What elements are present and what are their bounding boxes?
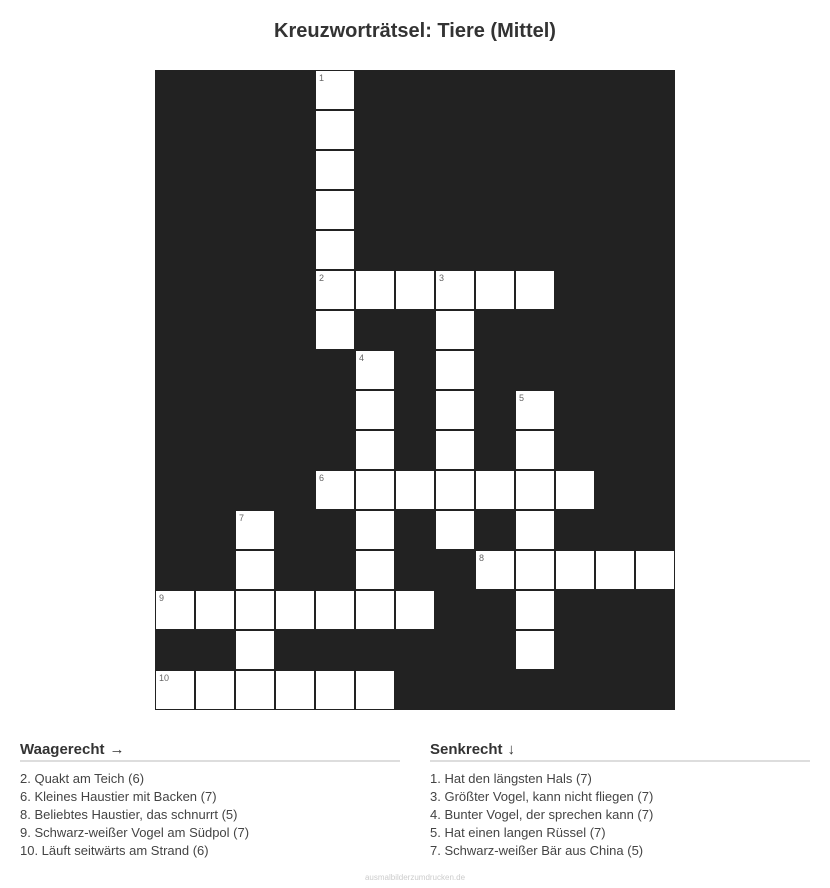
grid-cell[interactable] [195,670,235,710]
clue-item: 10. Läuft seitwärts am Strand (6) [20,843,209,858]
grid-cell[interactable] [315,190,355,230]
clue-item: 7. Schwarz-weißer Bär aus China (5) [430,843,644,858]
cell-number: 5 [519,393,525,403]
across-heading-label: Waagerecht [20,741,105,758]
down-heading-label: Senkrecht [430,741,503,758]
grid-cell[interactable] [315,110,355,150]
clue-item: 6. Kleines Haustier mit Backen (7) [20,789,217,804]
grid-cell[interactable] [515,550,555,590]
across-heading [20,741,400,762]
grid-cell[interactable] [475,550,515,590]
grid-cell[interactable] [235,510,275,550]
grid-cell[interactable] [515,470,555,510]
down-heading [430,741,810,762]
grid-cell[interactable] [355,270,395,310]
clue-item: 3. Größter Vogel, kann nicht fliegen (7) [430,789,654,804]
grid-cell[interactable] [355,510,395,550]
grid-cell[interactable] [315,590,355,630]
grid-cell[interactable] [635,550,675,590]
grid-cell[interactable] [355,670,395,710]
grid-cell[interactable] [315,70,355,110]
grid-cell[interactable] [435,470,475,510]
cell-number: 1 [319,73,325,83]
grid-cell[interactable] [515,590,555,630]
cell-number: 6 [319,473,325,483]
grid-cell[interactable] [555,550,595,590]
grid-cell[interactable] [435,390,475,430]
grid-cell[interactable] [315,310,355,350]
grid-cell[interactable] [395,270,435,310]
grid-cell[interactable] [315,150,355,190]
clue-item: 1. Hat den längsten Hals (7) [430,771,592,786]
clue-item: 5. Hat einen langen Rüssel (7) [430,825,606,840]
grid-cell[interactable] [595,550,635,590]
grid-cell[interactable] [235,670,275,710]
grid-cell[interactable] [235,630,275,670]
grid-cell[interactable] [155,590,195,630]
arrow-right-icon: → [109,741,125,758]
cell-number: 9 [159,593,165,603]
grid-cell[interactable] [235,590,275,630]
down-clue-list [430,770,810,860]
grid-cell[interactable] [315,270,355,310]
grid-cell[interactable] [355,430,395,470]
grid-cell[interactable] [355,350,395,390]
grid-cell[interactable] [315,470,355,510]
cell-number: 10 [159,673,170,683]
grid-cell[interactable] [435,270,475,310]
cell-number: 8 [479,553,485,563]
cell-number: 3 [439,273,445,283]
puzzle-title: Kreuzworträtsel: Tiere (Mittel) [274,20,556,42]
grid-cell[interactable] [555,470,595,510]
across-clue-list [20,770,400,860]
grid-cell[interactable] [515,510,555,550]
grid-cell[interactable] [355,590,395,630]
crossword-grid [155,70,675,710]
grid-cell[interactable] [515,270,555,310]
down-clues-section [430,741,810,860]
footer-credit: ausmalbilderzumdrucken.de [364,873,466,882]
across-clues-section [20,741,400,860]
arrow-down-icon: ↓ [507,741,516,758]
grid-cell[interactable] [475,470,515,510]
cell-number: 7 [239,513,245,523]
grid-cell[interactable] [435,350,475,390]
grid-cell[interactable] [195,590,235,630]
grid-cell[interactable] [395,590,435,630]
grid-cell[interactable] [435,430,475,470]
grid-cell[interactable] [315,670,355,710]
grid-cell[interactable] [355,470,395,510]
cell-number: 4 [359,353,365,363]
grid-cell[interactable] [235,550,275,590]
grid-cell[interactable] [515,630,555,670]
grid-cell[interactable] [475,270,515,310]
grid-cell[interactable] [435,310,475,350]
grid-cell[interactable] [355,390,395,430]
grid-cell[interactable] [515,430,555,470]
grid-cell[interactable] [515,390,555,430]
clue-item: 9. Schwarz-weißer Vogel am Südpol (7) [20,825,250,840]
grid-cell[interactable] [315,230,355,270]
cell-number: 2 [319,273,325,283]
grid-cell[interactable] [435,510,475,550]
grid-cell[interactable] [155,670,195,710]
clue-item: 4. Bunter Vogel, der sprechen kann (7) [430,807,654,822]
clue-item: 2. Quakt am Teich (6) [20,771,145,786]
grid-cell[interactable] [275,670,315,710]
grid-cell[interactable] [395,470,435,510]
grid-cell[interactable] [275,590,315,630]
grid-cell[interactable] [355,550,395,590]
clue-item: 8. Beliebtes Haustier, das schnurrt (5) [20,807,238,822]
